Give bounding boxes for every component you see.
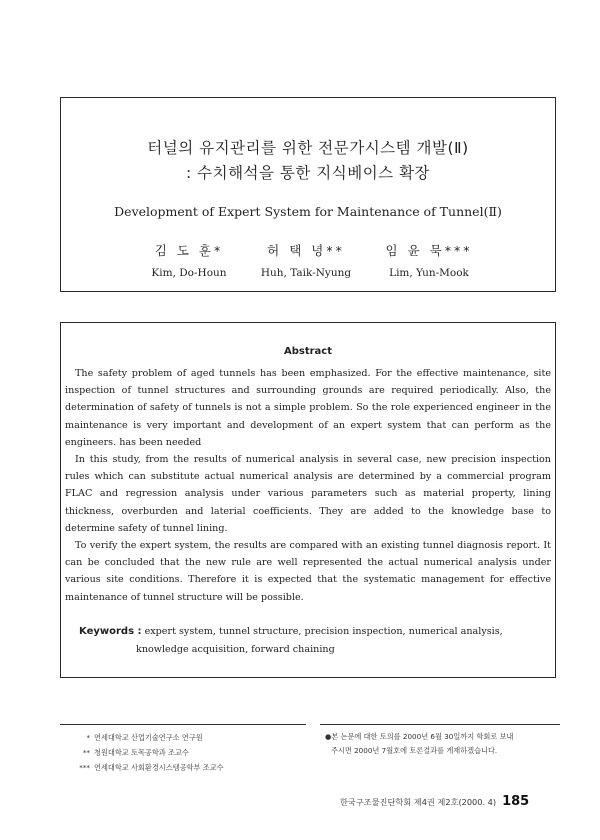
affiliation-2 (62, 745, 312, 760)
affiliation-2-mark: ** (82, 748, 90, 757)
discussion-note (325, 730, 565, 758)
author-3-english-name: Lim, Yun-Mook (389, 267, 469, 279)
keywords-line2: knowledge acquisition, forward chaining (136, 644, 335, 655)
affiliation-1 (62, 730, 312, 745)
author-2 (236, 241, 376, 279)
discussion-note-line1: ●본 논문에 대한 토의를 2000년 6월 30일까지 학회로 보내 (325, 732, 514, 741)
author-affiliations (62, 730, 312, 775)
page-number: 185 (502, 794, 530, 809)
footnote-rule-right (320, 724, 560, 725)
affiliation-2-text: 청원대학교 토목공학과 조교수 (94, 748, 189, 757)
korean-title-line1: 터널의 유지관리를 위한 전문가시스템 개발(Ⅱ) (147, 139, 469, 157)
abstract-heading: Abstract (283, 346, 333, 357)
title-box (60, 97, 556, 292)
journal-citation: 한국구조물진단학회 제4권 제2호(2000. 4) (340, 797, 497, 807)
discussion-note-line2: 주시면 2000년 7월호에 토론결과를 게재하겠습니다. (331, 746, 498, 755)
korean-title-line2: : 수치해석을 통한 지식베이스 확장 (185, 164, 431, 182)
author-1-english-name: Kim, Do-Houn (151, 267, 227, 279)
footnote-rule-left (60, 724, 306, 725)
affiliation-3 (62, 760, 312, 775)
affiliation-1-text: 연세대학교 산업기술연구소 연구원 (94, 733, 203, 742)
english-title: Development of Expert System for Maintenance of Tunnel(Ⅱ) (114, 204, 502, 219)
author-3 (359, 241, 499, 279)
abstract-box (60, 322, 556, 678)
author-3-korean-name: 임 윤 묵*** (385, 243, 473, 258)
affiliation-3-text: 연세대학교 사회환경시스템공학부 조교수 (94, 763, 224, 772)
keywords (79, 623, 539, 659)
keywords-label: Keywords : (79, 626, 142, 637)
abstract-paragraph-3: To verify the expert system, the results are compared with an existing tunnel diagnosis report. It can be concluded that the new rule are well represented the actual numerical analysis under various site conditions. Therefore it is expected that the systematic management for effective maintenance of tunnel structure will be possible. (65, 540, 551, 603)
abstract-paragraph-2: In this study, from the results of numerical analysis in several case, new precision inspection rules which can substitute actual numerical analysis are determined by a commercial program FLAC and regression analysis under various parameters such as material property, lining thickness, overburden and laterial coefficients. They are added to the knowledge base to determine safety of tunnel lining. (65, 454, 551, 534)
affiliation-3-mark: *** (79, 763, 90, 772)
author-2-korean-name: 허 택 녕** (267, 243, 345, 258)
keywords-line1: expert system, tunnel structure, precision inspection, numerical analysis, (144, 626, 503, 637)
page-footer (340, 794, 570, 809)
affiliation-1-mark: * (86, 733, 90, 742)
author-1-korean-name: 김 도 훈* (154, 243, 224, 258)
author-2-english-name: Huh, Taik-Nyung (260, 267, 352, 279)
abstract-body (65, 365, 551, 606)
abstract-paragraph-1: The safety problem of aged tunnels has been emphasized. For the effective maintenance, site inspection of tunnel structures and surrounding grounds are required periodically. Also, the determination of safety of tunnels is not a simple problem. So the role experienced engineer in the maintenance is very important and development of an expert system that can perform as the engineers. has been needed (65, 368, 551, 448)
